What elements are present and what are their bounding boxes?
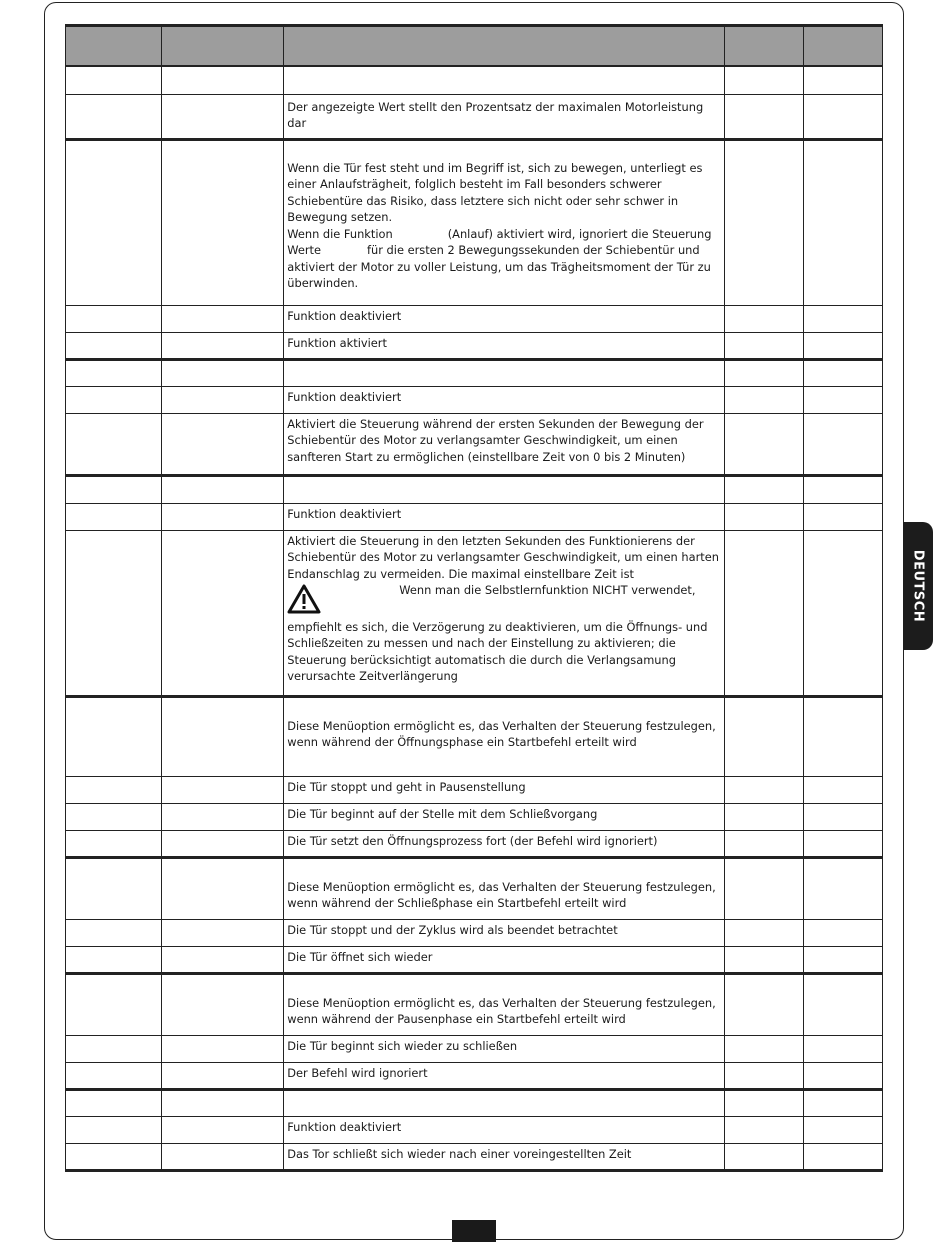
table-row [66, 830, 883, 857]
table-row [66, 803, 883, 830]
option-cell: Der Befehl wird ignoriert [284, 1062, 725, 1089]
table-row [66, 857, 883, 919]
description-cell: Diese Menüoption ermöglicht es, das Verhalten der Steuerung festzulegen, wenn während der Pausenphase ein Startbefehl erteilt wird [284, 973, 725, 1035]
description-cell [284, 530, 725, 696]
language-tab-label: DEUTSCH [910, 549, 926, 623]
table-row [66, 139, 883, 305]
option-cell: Funktion deaktiviert [284, 386, 725, 413]
option-cell: Das Tor schließt sich wieder nach einer voreingestellten Zeit [284, 1143, 725, 1170]
table-row [66, 530, 883, 696]
table-row [66, 94, 883, 139]
option-cell: Die Tür stoppt und geht in Pausenstellung [284, 776, 725, 803]
description-cell: Diese Menüoption ermöglicht es, das Verhalten der Steuerung festzulegen, wenn während der Schließphase ein Startbefehl erteilt wird [284, 857, 725, 919]
warning-triangle-icon [287, 584, 321, 619]
deceleration-paragraph: Aktiviert die Steuerung in den letzten Sekunden des Funktionierens der Schiebentür des Motor zu verlangsamter Geschwindigkeit, um einen harten Endanschlag zu vermeiden. Die maximal einstellbare Zeit ist [287, 533, 719, 581]
table-row [66, 696, 883, 776]
table-row [66, 973, 883, 1035]
option-cell: Die Tür stoppt und der Zyklus wird als beendet betrachtet [284, 919, 725, 946]
table-header-row [66, 26, 883, 67]
table-row [66, 359, 883, 386]
table-row [66, 413, 883, 475]
table-row [66, 66, 883, 94]
description-cell: Diese Menüoption ermöglicht es, das Verhalten der Steuerung festzulegen, wenn während der Öffnungsphase ein Startbefehl erteilt wird [284, 696, 725, 776]
table-row [66, 386, 883, 413]
description-cell: Aktiviert die Steuerung während der ersten Sekunden der Bewegung der Schiebentür des Motor zu verlangsamter Geschwindigkeit, um einen sanfteren Start zu ermöglichen (einstellbare Zeit von 0 bis 2 Minuten) [284, 413, 725, 475]
table-row [66, 919, 883, 946]
option-cell: Funktion aktiviert [284, 332, 725, 359]
table-row [66, 776, 883, 803]
option-cell: Die Tür beginnt sich wieder zu schließen [284, 1035, 725, 1062]
table-row [66, 1116, 883, 1143]
option-cell: Funktion deaktiviert [284, 503, 725, 530]
table-row [66, 332, 883, 359]
option-cell: Die Tür beginnt auf der Stelle mit dem Schließvorgang [284, 803, 725, 830]
table-row [66, 1062, 883, 1089]
table-row [66, 305, 883, 332]
table-row [66, 1035, 883, 1062]
description-cell [284, 139, 725, 305]
table-row [66, 503, 883, 530]
language-tab [903, 522, 933, 650]
table-row [66, 946, 883, 973]
option-cell: Die Tür öffnet sich wieder [284, 946, 725, 973]
option-cell: Funktion deaktiviert [284, 305, 725, 332]
startup-paragraph-c: für die ersten 2 Bewegungssekunden der Schiebentür und aktiviert der Motor zu voller Leistung, um das Trägheitsmoment der Tür zu überwinden. [287, 243, 711, 290]
startup-paragraph: Wenn die Tür fest steht und im Begriff ist, sich zu bewegen, unterliegt es einer Anlaufsträgheit, folglich besteht im Fall besonders schwerer Schiebentüre das Risiko, dass letztere sich nicht oder sehr schwer in Bewegung setzen. [287, 160, 703, 224]
warning-paragraph: Wenn man die Selbstlernfunktion NICHT verwendet, empfiehlt es sich, die Verzögerung zu deaktivieren, um die Öffnungs- und Schließzeiten zu messen und nach der Einstellung zu aktivieren; die Steuerung berücksichtigt automatisch die durch die Verlangsamung verursachte Zeitverlängerung [287, 583, 708, 683]
table-row [66, 475, 883, 503]
page-number-box [452, 1220, 496, 1242]
option-cell: Die Tür setzt den Öffnungsprozess fort (der Befehl wird ignoriert) [284, 830, 725, 857]
startup-paragraph-b: (Anlauf) aktiviert wird, ignoriert die Steuerung Werte [287, 226, 712, 257]
option-cell: Funktion deaktiviert [284, 1116, 725, 1143]
table-row [66, 1143, 883, 1170]
table-row [66, 1089, 883, 1116]
description-cell: Der angezeigte Wert stellt den Prozentsatz der maximalen Motorleistung dar [284, 94, 725, 139]
startup-paragraph-a: Wenn die Funktion [287, 226, 393, 241]
parameter-table [65, 24, 883, 1172]
